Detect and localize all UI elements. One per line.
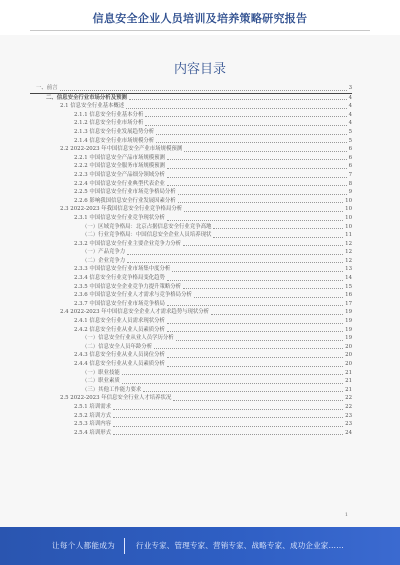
toc-entry-page: 12 [345, 249, 352, 256]
toc-leader-dots [183, 288, 343, 289]
header-divider [30, 30, 370, 31]
toc-entry[interactable] [30, 111, 352, 120]
toc-entry[interactable] [30, 334, 352, 343]
toc-leader-dots [122, 383, 343, 384]
toc-leader-dots [113, 417, 343, 418]
toc-leader-dots [126, 108, 346, 109]
toc-leader-dots [213, 228, 343, 229]
report-title: 信息安全企业人员培训及培养策略研究报告 [92, 12, 308, 25]
toc-leader-dots [129, 99, 347, 100]
toc-entry-label: （一）信息安全行业从业人员学历分析 [82, 335, 174, 342]
toc-entry-label: 2.1.2 信息安全行业市场分析 [74, 120, 144, 127]
toc-leader-dots [156, 142, 346, 143]
toc-leader-dots [113, 434, 343, 435]
toc-entry[interactable] [30, 223, 352, 232]
toc-entry-page: 22 [345, 395, 352, 402]
toc-entry-label: 2.1 信息安全行业基本概述 [60, 103, 125, 110]
toc-entry[interactable] [30, 326, 352, 335]
toc-entry[interactable] [30, 377, 352, 386]
toc-entry-page: 23 [345, 412, 352, 419]
toc-entry[interactable] [30, 137, 352, 146]
toc-entry-label: （一）产品竞争力 [82, 249, 126, 256]
toc-entry-label: 2.2.1 中国信息安全产品市场规模预测 [74, 154, 165, 161]
toc-entry-page: 5 [348, 137, 352, 144]
toc-leader-dots [213, 237, 343, 238]
toc-entry-label: 2.5.1 培训需求 [74, 403, 111, 410]
toc-entry-label: 2.5 2022-2023 年信息安全行业人才培养状况 [60, 395, 172, 402]
toc-entry-page: 14 [345, 275, 352, 282]
toc-entry[interactable] [30, 257, 352, 266]
toc-entry[interactable] [30, 119, 352, 128]
toc-entry-page: 21 [345, 369, 352, 376]
toc-entry-page: 19 [345, 318, 352, 325]
toc-entry[interactable] [30, 145, 352, 154]
toc-entry[interactable] [30, 214, 352, 223]
toc-entry-label: 2.1.4 信息安全行业市场规模分析 [74, 137, 155, 144]
toc-entry-page: 4 [348, 111, 352, 118]
toc-entry[interactable] [30, 300, 352, 309]
toc-entry[interactable] [30, 188, 352, 197]
toc-entry-page: 21 [345, 386, 352, 393]
toc-leader-dots [178, 202, 343, 203]
toc-entry-page: 22 [345, 403, 352, 410]
toc-entry-label: 2.5.3 培训内容 [74, 421, 111, 428]
toc-entry-label: 2.3.6 中国信息安全行业人才需求与竞争格局分析 [74, 292, 192, 299]
toc-entry-page: 12 [345, 240, 352, 247]
toc-entry-page: 20 [345, 361, 352, 367]
footer-divider [124, 538, 125, 554]
toc-entry-label: （一）职业技能 [82, 369, 120, 376]
toc-entry-label: 2.3.3 中国信息安全行业市场集中度分析 [74, 266, 171, 273]
toc-leader-dots [127, 262, 343, 263]
toc-entry-page: 19 [345, 326, 352, 333]
toc-leader-dots [60, 90, 347, 91]
toc-entry[interactable] [30, 205, 352, 214]
toc-entry-page: 9 [348, 189, 352, 196]
toc-entry-label: 2.4.1 信息安全行业人员需求现状分析 [74, 318, 165, 325]
toc-entry[interactable] [30, 291, 352, 300]
toc-entry-page: 10 [345, 223, 352, 230]
page-header [0, 0, 400, 35]
toc-leader-dots [167, 323, 343, 324]
toc-entry[interactable] [30, 403, 352, 412]
toc-leader-dots [156, 134, 346, 135]
toc-entry[interactable] [30, 343, 352, 352]
toc-entry-label: （二）企业竞争力 [82, 257, 126, 264]
toc-entry-label: 2.1.1 信息安全行业基本分析 [74, 111, 144, 118]
toc-entry-page: 8 [348, 180, 352, 187]
table-of-contents [30, 84, 352, 437]
toc-entry[interactable] [30, 420, 352, 429]
page-number: 1 [344, 512, 348, 518]
toc-entry-page: 6 [348, 154, 352, 161]
toc-entry-page: 5 [348, 128, 352, 135]
toc-entry-label: 一、前言 [36, 85, 58, 91]
toc-leader-dots [167, 159, 347, 160]
toc-entry[interactable] [30, 162, 352, 171]
toc-leader-dots [143, 391, 343, 392]
toc-entry-page: 7 [348, 171, 352, 178]
toc-entry[interactable] [30, 412, 352, 421]
toc-leader-dots [167, 220, 343, 221]
toc-leader-dots [183, 245, 343, 246]
toc-entry[interactable] [30, 171, 352, 180]
footer-slogan-left: 让每个人都能成为 [52, 541, 116, 550]
toc-entry-label: 2.4.2 信息安全行业从业人员素质分析 [74, 326, 165, 333]
toc-leader-dots [178, 194, 347, 195]
toc-leader-dots [167, 331, 343, 332]
toc-entry-page: 4 [348, 94, 352, 101]
toc-leader-dots [167, 305, 343, 306]
toc-entry[interactable] [30, 180, 352, 189]
toc-leader-dots [167, 280, 343, 281]
toc-entry[interactable] [30, 308, 352, 317]
toc-entry-page: 11 [345, 232, 352, 239]
toc-entry-page: 10 [345, 197, 352, 204]
toc-entry-label: 2.3 2022-2023 年我国信息安全行业竞争格局分析 [60, 206, 183, 213]
toc-entry-page: 19 [345, 309, 352, 316]
toc-entry-page: 24 [345, 429, 352, 436]
toc-entry-label: 2.3.4 信息安全行业竞争格局变化趋势 [74, 275, 165, 282]
toc-entry[interactable] [30, 317, 352, 326]
toc-entry-page: 20 [345, 343, 352, 350]
toc-entry-label: 2.2.3 中国信息安全产品细分领域分析 [74, 171, 165, 178]
toc-entry[interactable] [30, 369, 352, 378]
toc-entry-page: 10 [345, 214, 352, 221]
toc-entry[interactable] [30, 429, 352, 438]
toc-entry-page: 23 [345, 421, 352, 428]
toc-entry-label: 2.4 2022-2023 年中国信息安全企业人才需求趋势与现状分析 [60, 309, 210, 316]
toc-entry-label: （一）区域竞争格局：北京占据信息安全行业竞争高地 [82, 223, 212, 230]
toc-leader-dots [167, 185, 347, 186]
toc-leader-dots [167, 357, 343, 358]
toc-entry-page: 15 [345, 283, 352, 290]
toc-entry-label: 2.2.4 中国信息安全行业典型代表企业 [74, 180, 165, 187]
toc-leader-dots [172, 271, 343, 272]
toc-entry-page: 21 [345, 378, 352, 385]
footer-banner [0, 527, 400, 565]
toc-entry-label: 2.2.2 中国信息安全服务市场规模预测 [74, 163, 165, 170]
toc-entry-page: 12 [345, 257, 352, 264]
toc-entry-page: 17 [345, 300, 352, 307]
toc-entry-label: （二）信息安全人员年龄分析 [82, 343, 153, 350]
toc-leader-dots [211, 314, 343, 315]
toc-entry-label: 2.3.2 中国信息安全行业主要企业竞争力分析 [74, 240, 182, 247]
toc-entry[interactable] [30, 154, 352, 163]
footer-slogan-right: 行业专家、管理专家、营销专家、战略专家、成功企业家…… [136, 541, 344, 550]
toc-entry-page: 16 [345, 292, 352, 299]
toc-leader-dots [184, 211, 343, 212]
toc-entry-page: 20 [345, 352, 352, 359]
toc-heading: 内容目录 [173, 62, 226, 77]
toc-entry-label: 2.3.7 中国信息安全行业市场竞争格局 [74, 300, 165, 307]
toc-leader-dots [184, 151, 346, 152]
toc-entry[interactable] [30, 240, 352, 249]
toc-leader-dots [167, 177, 347, 178]
toc-entry[interactable] [30, 128, 352, 137]
toc-leader-dots [127, 254, 343, 255]
toc-entry-label: 2.3.1 中国信息安全行业竞争现状分析 [74, 214, 165, 221]
toc-leader-dots [113, 426, 343, 427]
toc-entry[interactable] [30, 248, 352, 257]
toc-entry[interactable] [30, 283, 352, 292]
toc-entry-page: 13 [345, 266, 352, 273]
toc-entry-label: 2.3.5 中国信息安全企业竞争力提升策略分析 [74, 283, 182, 290]
toc-entry[interactable] [30, 265, 352, 274]
toc-entry[interactable] [30, 231, 352, 240]
toc-entry-label: （二）职业素质 [82, 378, 120, 385]
toc-entry-page: 6 [348, 146, 352, 153]
toc-leader-dots [173, 400, 343, 401]
toc-leader-dots [194, 297, 343, 298]
toc-leader-dots [145, 116, 346, 117]
toc-entry-label: （三）其他工作能力要求 [82, 386, 142, 393]
toc-entry-page: 3 [348, 85, 352, 91]
toc-entry[interactable] [30, 84, 352, 93]
toc-entry[interactable] [30, 274, 352, 283]
toc-entry[interactable] [30, 351, 352, 360]
toc-entry-label: 2.1.3 信息安全行业发展趋势分析 [74, 128, 155, 135]
toc-entry-label: 2.5.4 培训形式 [74, 429, 111, 436]
toc-entry[interactable] [30, 386, 352, 395]
toc-leader-dots [154, 348, 343, 349]
toc-entry-page: 19 [345, 335, 352, 342]
toc-entry-label: 2.4.3 信息安全行业从业人员岗位分析 [74, 352, 165, 359]
toc-entry[interactable] [30, 360, 352, 369]
toc-entry-page: 4 [348, 120, 352, 127]
toc-entry-page: 6 [348, 163, 352, 170]
toc-entry-label: （二）行业竞争格局：中国信息安全企业人员培养现状 [82, 232, 212, 239]
toc-entry-label: 二、信息安全行业市场分析及预测 [46, 94, 127, 101]
toc-entry-label: 2.2.6 影响我国信息安全行业发展因素分析 [74, 197, 176, 204]
toc-leader-dots [167, 366, 343, 367]
toc-leader-dots [113, 409, 343, 410]
toc-leader-dots [122, 374, 343, 375]
toc-entry[interactable] [30, 197, 352, 206]
toc-entry[interactable] [30, 394, 352, 403]
toc-leader-dots [145, 125, 346, 126]
toc-entry-label: 2.2.5 中国信息安全行业市场竞争格局分析 [74, 189, 176, 196]
toc-entry[interactable] [30, 102, 352, 111]
toc-entry-label: 2.5.2 培训方式 [74, 412, 111, 419]
toc-entry[interactable] [30, 93, 352, 103]
toc-entry-label: 2.4.4 信息安全行业从业人员素质分析 [74, 361, 165, 367]
toc-entry-page: 4 [348, 103, 352, 110]
toc-leader-dots [167, 168, 347, 169]
toc-entry-label: 2.2 2022-2023 年中国信息安全产业市场规模预测 [60, 146, 183, 153]
toc-entry-page: 10 [345, 206, 352, 213]
toc-leader-dots [176, 340, 343, 341]
